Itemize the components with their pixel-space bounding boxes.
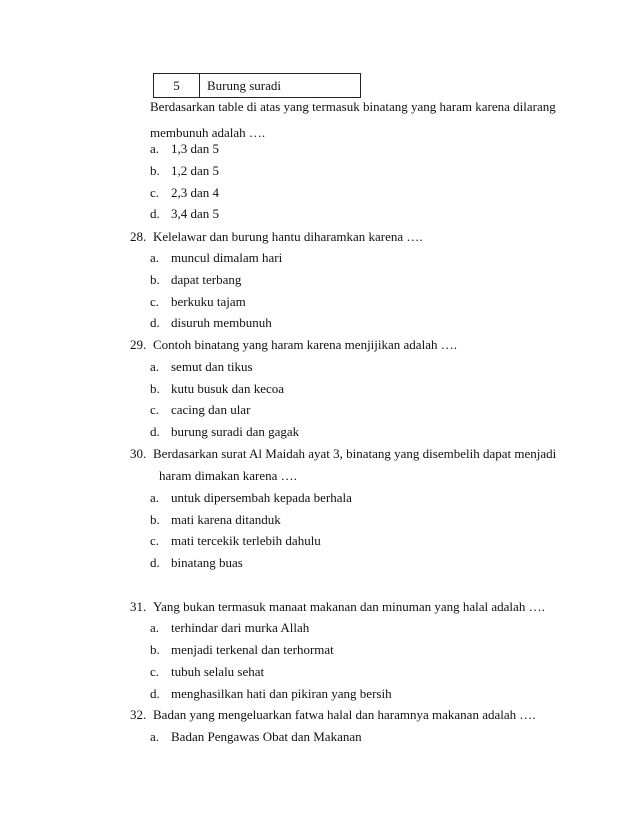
q28-option-text: dapat terbang xyxy=(171,272,242,287)
q28-option-letter: c. xyxy=(150,294,160,309)
q27-option-text: 2,3 dan 4 xyxy=(171,185,220,200)
q28-option-text: berkuku tajam xyxy=(171,294,246,309)
q32-option-text: Badan Pengawas Obat dan Makanan xyxy=(171,729,362,744)
q29-option-text: kutu busuk dan kecoa xyxy=(171,381,285,396)
q30-option-text: mati karena ditanduk xyxy=(171,512,281,527)
q27-option-text: 3,4 dan 5 xyxy=(171,206,220,221)
q29-option-letter: b. xyxy=(150,381,160,396)
q27-option-letter: d. xyxy=(150,206,160,221)
q28-option-text: disuruh membunuh xyxy=(171,315,272,330)
q27-option-letter: c. xyxy=(150,185,160,200)
q28-option-text: muncul dimalam hari xyxy=(171,250,283,265)
q29-option-letter: c. xyxy=(150,402,160,417)
q29-number: 29. xyxy=(130,337,147,352)
q30-option-letter: a. xyxy=(150,490,160,505)
q30-stem-line1: Berdasarkan surat Al Maidah ayat 3, binatang yang disembelih dapat menjadi xyxy=(153,446,557,461)
q30-option-letter: d. xyxy=(150,555,160,570)
q27-stem-line2: membunuh adalah …. xyxy=(150,125,266,140)
q32-option-letter: a. xyxy=(150,729,160,744)
q32-number: 32. xyxy=(130,707,147,722)
table-cell-name: Burung suradi xyxy=(207,78,282,93)
q31-option-letter: a. xyxy=(150,620,160,635)
q32-stem: Badan yang mengeluarkan fatwa halal dan haramnya makanan adalah …. xyxy=(153,707,536,722)
animal-table-row xyxy=(153,73,361,98)
q31-option-letter: b. xyxy=(150,642,160,657)
q29-option-letter: a. xyxy=(150,359,160,374)
q30-stem-line2: haram dimakan karena …. xyxy=(159,468,297,483)
q28-option-letter: b. xyxy=(150,272,160,287)
q30-option-text: mati tercekik terlebih dahulu xyxy=(171,533,321,548)
q29-option-text: burung suradi dan gagak xyxy=(171,424,300,439)
q28-number: 28. xyxy=(130,229,147,244)
q31-option-text: terhindar dari murka Allah xyxy=(171,620,310,635)
q28-option-letter: d. xyxy=(150,315,160,330)
q31-option-text: menjadi terkenal dan terhormat xyxy=(171,642,334,657)
q31-option-letter: d. xyxy=(150,686,160,701)
q28-stem: Kelelawar dan burung hantu diharamkan karena …. xyxy=(153,229,423,244)
q31-stem: Yang bukan termasuk manaat makanan dan minuman yang halal adalah …. xyxy=(153,599,545,614)
q31-number: 31. xyxy=(130,599,147,614)
q27-option-letter: b. xyxy=(150,163,160,178)
q29-option-text: semut dan tikus xyxy=(171,359,253,374)
q31-option-letter: c. xyxy=(150,664,160,679)
q30-number: 30. xyxy=(130,446,147,461)
q29-option-letter: d. xyxy=(150,424,160,439)
q29-stem: Contoh binatang yang haram karena menjijikan adalah …. xyxy=(153,337,457,352)
q30-option-text: binatang buas xyxy=(171,555,243,570)
q30-option-text: untuk dipersembah kepada berhala xyxy=(171,490,352,505)
q28-option-letter: a. xyxy=(150,250,160,265)
q31-option-text: menghasilkan hati dan pikiran yang bersih xyxy=(171,686,392,701)
q31-option-text: tubuh selalu sehat xyxy=(171,664,265,679)
q27-option-letter: a. xyxy=(150,141,160,156)
q27-option-text: 1,2 dan 5 xyxy=(171,163,220,178)
table-cell-number: 5 xyxy=(154,74,200,97)
q29-option-text: cacing dan ular xyxy=(171,402,251,417)
q30-option-letter: c. xyxy=(150,533,160,548)
q27-stem-line1: Berdasarkan table di atas yang termasuk binatang yang haram karena dilarang xyxy=(150,99,556,114)
q30-option-letter: b. xyxy=(150,512,160,527)
q27-option-text: 1,3 dan 5 xyxy=(171,141,220,156)
